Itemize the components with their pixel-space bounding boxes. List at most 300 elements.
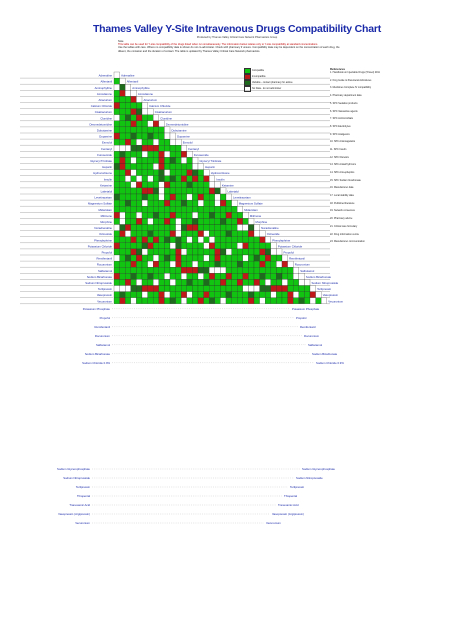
matrix-cell <box>114 96 120 102</box>
matrix-cell <box>265 279 271 285</box>
matrix-cell <box>114 218 120 224</box>
matrix-cell <box>265 286 271 292</box>
matrix-cell <box>153 267 159 273</box>
matrix-cell <box>260 298 266 304</box>
matrix-cell <box>170 273 176 279</box>
matrix-cell <box>159 231 165 237</box>
matrix-cell <box>198 255 204 261</box>
matrix-cell <box>215 188 221 194</box>
matrix-cell <box>293 292 299 298</box>
matrix-cell <box>232 255 238 261</box>
matrix-cell <box>265 261 271 267</box>
matrix-cell <box>170 176 176 182</box>
matrix-cell <box>187 218 193 224</box>
matrix-cell <box>153 298 159 304</box>
matrix-cell <box>192 261 198 267</box>
matrix-cell <box>271 286 277 292</box>
matrix-cell <box>321 298 327 304</box>
matrix-cell <box>198 261 204 267</box>
matrix-cell <box>136 170 142 176</box>
matrix-cell <box>170 200 176 206</box>
matrix-cell <box>148 170 154 176</box>
matrix-cell <box>148 255 154 261</box>
matrix-cell <box>114 261 120 267</box>
matrix-cell <box>170 151 176 157</box>
matrix-cell <box>215 279 221 285</box>
matrix-cell <box>170 292 176 298</box>
matrix-cell <box>131 261 137 267</box>
matrix-cell <box>164 225 170 231</box>
lower-label-left: Sodium Nitroprusside <box>63 476 90 480</box>
matrix-cell <box>204 194 210 200</box>
matrix-cell <box>220 206 226 212</box>
matrix-cell <box>170 133 176 139</box>
drug-row-label: Atracurium <box>98 97 112 102</box>
drug-row-label: Amiodarone <box>96 91 112 96</box>
lower-label-right: Vecuronium <box>266 521 281 525</box>
matrix-cell <box>209 182 215 188</box>
matrix-cell <box>226 286 232 292</box>
matrix-cell <box>125 243 131 249</box>
matrix-cell <box>192 194 198 200</box>
drug-row-label: Vasopressin <box>96 293 112 298</box>
matrix-cell <box>170 231 176 237</box>
matrix-cell <box>148 139 154 145</box>
drug-diagonal-label: Salbutamol <box>300 268 315 273</box>
matrix-cell <box>131 194 137 200</box>
matrix-cell <box>148 249 154 255</box>
matrix-cell <box>209 188 215 194</box>
matrix-cell <box>226 237 232 243</box>
lower-label-right: Sodium Nitroprusside <box>296 476 323 480</box>
references-heading: References <box>330 67 346 71</box>
drug-row-label: Adrenaline <box>98 73 112 78</box>
matrix-cell <box>148 279 154 285</box>
matrix-cell <box>131 176 137 182</box>
matrix-cell <box>181 182 187 188</box>
matrix-cell <box>265 273 271 279</box>
drug-diagonal-label: Rocuronium <box>294 262 310 267</box>
matrix-cell <box>215 218 221 224</box>
matrix-cell <box>170 255 176 261</box>
matrix-cell <box>181 249 187 255</box>
drug-row-label: Salbutamol <box>98 268 112 273</box>
matrix-cell <box>260 292 266 298</box>
matrix-cell <box>164 261 170 267</box>
matrix-cell <box>204 298 210 304</box>
matrix-cell <box>260 261 266 267</box>
matrix-cell <box>125 279 131 285</box>
matrix-cell <box>232 243 238 249</box>
matrix-cell <box>164 145 170 151</box>
matrix-cell <box>153 249 159 255</box>
matrix-cell <box>265 249 271 255</box>
matrix-cell <box>153 151 159 157</box>
matrix-cell <box>293 279 299 285</box>
matrix-cell <box>192 225 198 231</box>
matrix-cell <box>142 151 148 157</box>
drug-row-label: Levetiracetam <box>94 195 112 200</box>
matrix-cell <box>142 145 148 151</box>
lower-label-right: Thiopental <box>284 494 298 498</box>
matrix-cell <box>164 127 170 133</box>
matrix-cell <box>125 206 131 212</box>
matrix-cell <box>288 292 294 298</box>
matrix-cell <box>142 115 148 121</box>
matrix-cell <box>243 231 249 237</box>
matrix-cell <box>164 298 170 304</box>
matrix-cell <box>120 298 126 304</box>
matrix-cell <box>164 231 170 237</box>
matrix-cell <box>237 225 243 231</box>
matrix-cell <box>226 261 232 267</box>
matrix-cell <box>114 170 120 176</box>
matrix-cell <box>243 249 249 255</box>
matrix-cell <box>131 157 137 163</box>
drug-diagonal-label: Furosemide <box>193 152 209 157</box>
matrix-cell <box>226 194 232 200</box>
matrix-cell <box>136 157 142 163</box>
matrix-cell <box>176 243 182 249</box>
drug-row-label: Rocuronium <box>96 262 112 267</box>
matrix-cell <box>170 237 176 243</box>
matrix-cell <box>136 261 142 267</box>
matrix-cell <box>204 255 210 261</box>
drug-row-label: Octreotide <box>99 232 112 237</box>
matrix-cell <box>125 194 131 200</box>
matrix-cell <box>142 170 148 176</box>
matrix-cell <box>136 164 142 170</box>
matrix-cell <box>181 200 187 206</box>
matrix-cell <box>254 231 260 237</box>
matrix-cell <box>237 261 243 267</box>
matrix-cell <box>164 267 170 273</box>
matrix-cell <box>153 218 159 224</box>
matrix-cell <box>288 298 294 304</box>
matrix-cell <box>265 255 271 261</box>
matrix-cell <box>142 121 148 127</box>
drug-row-label: Magnesium Sulfate <box>88 201 112 206</box>
matrix-cell <box>125 164 131 170</box>
lower-label-left: Thiopental <box>76 494 90 498</box>
matrix-cell <box>164 139 170 145</box>
matrix-cell <box>120 188 126 194</box>
matrix-cell <box>220 279 226 285</box>
matrix-cell <box>125 261 131 267</box>
matrix-cell <box>220 237 226 243</box>
matrix-cell <box>316 292 322 298</box>
matrix-cell <box>153 243 159 249</box>
matrix-cell <box>248 218 254 224</box>
matrix-cell <box>136 151 142 157</box>
matrix-cell <box>170 212 176 218</box>
matrix-cell <box>204 237 210 243</box>
matrix-cell <box>114 127 120 133</box>
matrix-cell <box>114 157 120 163</box>
matrix-cell <box>215 225 221 231</box>
matrix-cell <box>198 273 204 279</box>
lower-label-right: Tranexamic Acid <box>278 503 299 507</box>
matrix-cell <box>226 273 232 279</box>
matrix-cell <box>215 273 221 279</box>
matrix-cell <box>159 182 165 188</box>
matrix-cell <box>243 218 249 224</box>
matrix-cell <box>176 255 182 261</box>
matrix-cell <box>226 267 232 273</box>
matrix-cell <box>125 157 131 163</box>
matrix-cell <box>136 212 142 218</box>
drug-row-label: Calcium Chloride <box>90 104 112 109</box>
matrix-cell <box>148 133 154 139</box>
matrix-cell <box>159 292 165 298</box>
matrix-cell <box>299 286 305 292</box>
matrix-cell <box>204 218 210 224</box>
matrix-cell <box>153 292 159 298</box>
bottom-label-right: Salbutamol <box>308 342 322 347</box>
matrix-cell <box>142 109 148 115</box>
matrix-cell <box>232 249 238 255</box>
drug-diagonal-label: Sodium Bicarbonate <box>305 274 332 279</box>
matrix-cell <box>120 84 126 90</box>
matrix-cell <box>237 273 243 279</box>
matrix-cell <box>271 255 277 261</box>
matrix-cell <box>136 231 142 237</box>
matrix-cell <box>153 231 159 237</box>
matrix-cell <box>176 157 182 163</box>
reference-item: 5. SPC Sedation products <box>330 101 358 105</box>
matrix-cell <box>192 200 198 206</box>
matrix-cell <box>276 267 282 273</box>
matrix-cell <box>131 298 137 304</box>
page-subtitle: Produced by Thames Valley Critical Care Network Pharmacists Group <box>196 36 278 39</box>
matrix-cell <box>131 103 137 109</box>
matrix-cell <box>209 206 215 212</box>
matrix-cell <box>192 249 198 255</box>
matrix-cell <box>131 255 137 261</box>
matrix-cell <box>248 273 254 279</box>
matrix-cell <box>120 279 126 285</box>
drug-diagonal-label: Heparin <box>205 165 215 170</box>
matrix-cell <box>254 237 260 243</box>
matrix-cell <box>176 188 182 194</box>
matrix-cell <box>204 273 210 279</box>
matrix-cell <box>237 243 243 249</box>
matrix-cell <box>192 298 198 304</box>
matrix-cell <box>176 273 182 279</box>
matrix-cell <box>164 286 170 292</box>
matrix-cell <box>142 103 148 109</box>
matrix-cell <box>181 145 187 151</box>
matrix-cell <box>209 279 215 285</box>
matrix-cell <box>181 206 187 212</box>
drug-diagonal-label: Clonidine <box>160 116 172 121</box>
matrix-cell <box>136 176 142 182</box>
matrix-cell <box>142 279 148 285</box>
matrix-cell <box>209 194 215 200</box>
matrix-cell <box>260 237 266 243</box>
matrix-cell <box>282 279 288 285</box>
matrix-cell <box>159 225 165 231</box>
drug-diagonal-label: Octreotide <box>266 232 280 237</box>
matrix-cell <box>131 121 137 127</box>
matrix-cell <box>192 218 198 224</box>
matrix-cell <box>215 206 221 212</box>
matrix-cell <box>198 286 204 292</box>
matrix-cell <box>299 273 305 279</box>
matrix-cell <box>164 133 170 139</box>
drug-diagonal-label: Atracurium <box>143 97 158 102</box>
matrix-cell <box>114 90 120 96</box>
notes-heading: Note <box>118 40 124 43</box>
matrix-cell <box>164 151 170 157</box>
matrix-cell <box>164 200 170 206</box>
matrix-cell <box>220 212 226 218</box>
matrix-cell <box>148 176 154 182</box>
matrix-cell <box>120 145 126 151</box>
matrix-cell <box>181 273 187 279</box>
matrix-cell <box>125 273 131 279</box>
drug-row-label: Propofol <box>101 250 112 255</box>
drug-diagonal-label: Aminophylline <box>132 85 150 90</box>
matrix-cell <box>192 292 198 298</box>
matrix-cell <box>198 170 204 176</box>
matrix-cell <box>159 157 165 163</box>
matrix-cell <box>170 182 176 188</box>
matrix-cell <box>142 157 148 163</box>
matrix-cell <box>125 286 131 292</box>
drug-row-label: Heparin <box>102 165 112 170</box>
bottom-label-left: Remifentanil <box>94 324 110 329</box>
drug-diagonal-label: Phenylephrine <box>272 238 291 243</box>
matrix-cell <box>153 170 159 176</box>
matrix-cell <box>164 279 170 285</box>
matrix-cell <box>120 231 126 237</box>
matrix-cell <box>120 206 126 212</box>
matrix-cell <box>164 255 170 261</box>
matrix-cell <box>243 273 249 279</box>
matrix-cell <box>198 279 204 285</box>
matrix-cell <box>181 188 187 194</box>
matrix-cell <box>209 212 215 218</box>
matrix-cell <box>170 188 176 194</box>
matrix-cell <box>125 151 131 157</box>
notes-body: Use the tables with care. Where no compatibility data is shown do not co-administer. Check with pharmacy if unsure. Compatibility data may be dependent on the concentration of each drug, the diluent, the container and the duration of contact. The table is updated by Thames Valley Critical Care Network pharmacists. <box>118 46 340 53</box>
matrix-cell <box>125 188 131 194</box>
matrix-cell <box>170 139 176 145</box>
matrix-cell <box>204 182 210 188</box>
notes-warning: This table can be used for Y-site compatibility of the drugs listed when run simultaneously. The information below relates only to Y-site compatibility at standard concentrations. <box>118 43 319 47</box>
matrix-cell <box>136 103 142 109</box>
matrix-cell <box>209 255 215 261</box>
matrix-cell <box>114 164 120 170</box>
matrix-cell <box>187 157 193 163</box>
matrix-cell <box>204 206 210 212</box>
matrix-cell <box>136 279 142 285</box>
matrix-cell <box>125 182 131 188</box>
drug-row-label: Vecuronium <box>97 299 112 304</box>
matrix-cell <box>176 200 182 206</box>
matrix-cell <box>237 218 243 224</box>
matrix-cell <box>176 292 182 298</box>
matrix-cell <box>114 279 120 285</box>
matrix-cell <box>288 267 294 273</box>
reference-item: 19. Network consensus <box>330 209 355 213</box>
matrix-cell <box>181 194 187 200</box>
matrix-cell <box>226 292 232 298</box>
matrix-cell <box>181 231 187 237</box>
drug-diagonal-label: Vasopressin <box>322 293 338 298</box>
matrix-cell <box>114 243 120 249</box>
reference-item: 18. Published literature <box>330 201 355 205</box>
matrix-cell <box>181 218 187 224</box>
matrix-cell <box>204 200 210 206</box>
matrix-cell <box>125 298 131 304</box>
reference-item: 13. SPC Antiarrhythmics <box>330 163 356 167</box>
matrix-cell <box>271 279 277 285</box>
matrix-cell <box>271 292 277 298</box>
matrix-cell <box>282 267 288 273</box>
matrix-cell <box>114 255 120 261</box>
legend-label: Variable - contact pharmacy for advice <box>252 80 293 84</box>
matrix-cell <box>153 164 159 170</box>
matrix-cell <box>181 255 187 261</box>
matrix-cell <box>114 109 120 115</box>
matrix-cell <box>187 255 193 261</box>
matrix-cell <box>220 286 226 292</box>
drug-row-label: Dobutamine <box>96 128 112 133</box>
matrix-cell <box>215 292 221 298</box>
matrix-cell <box>170 170 176 176</box>
matrix-cell <box>226 298 232 304</box>
matrix-cell <box>282 298 288 304</box>
matrix-cell <box>248 243 254 249</box>
matrix-cell <box>142 218 148 224</box>
reference-item: 14. SPC Anti-epileptics <box>330 171 355 175</box>
matrix-cell <box>125 218 131 224</box>
matrix-cell <box>114 103 120 109</box>
matrix-cell <box>159 133 165 139</box>
matrix-cell <box>120 127 126 133</box>
matrix-cell <box>170 249 176 255</box>
matrix-cell <box>164 182 170 188</box>
matrix-cell <box>304 292 310 298</box>
matrix-cell <box>142 176 148 182</box>
matrix-cell <box>159 267 165 273</box>
matrix-cell <box>131 145 137 151</box>
bottom-label-left: Propofol <box>99 315 110 320</box>
matrix-cell <box>209 292 215 298</box>
matrix-cell <box>120 225 126 231</box>
page-title: Thames Valley Y-Site Intravenous Drugs Compatibility Chart <box>92 23 382 35</box>
matrix-cell <box>120 176 126 182</box>
matrix-cell <box>125 139 131 145</box>
matrix-cell <box>204 279 210 285</box>
bottom-label-left: Sodium Chloride 0.9% <box>82 360 110 365</box>
drug-row-label: Insulin <box>103 177 112 182</box>
matrix-cell <box>125 255 131 261</box>
drug-row-label: Glyceryl Trinitrate <box>90 158 112 163</box>
matrix-cell <box>131 170 137 176</box>
matrix-cell <box>114 286 120 292</box>
matrix-cell <box>232 261 238 267</box>
matrix-cell <box>164 249 170 255</box>
matrix-cell <box>187 170 193 176</box>
matrix-cell <box>136 237 142 243</box>
drug-diagonal-label: Amiodarone <box>137 91 153 96</box>
matrix-cell <box>176 194 182 200</box>
matrix-cell <box>176 231 182 237</box>
matrix-cell <box>310 286 316 292</box>
